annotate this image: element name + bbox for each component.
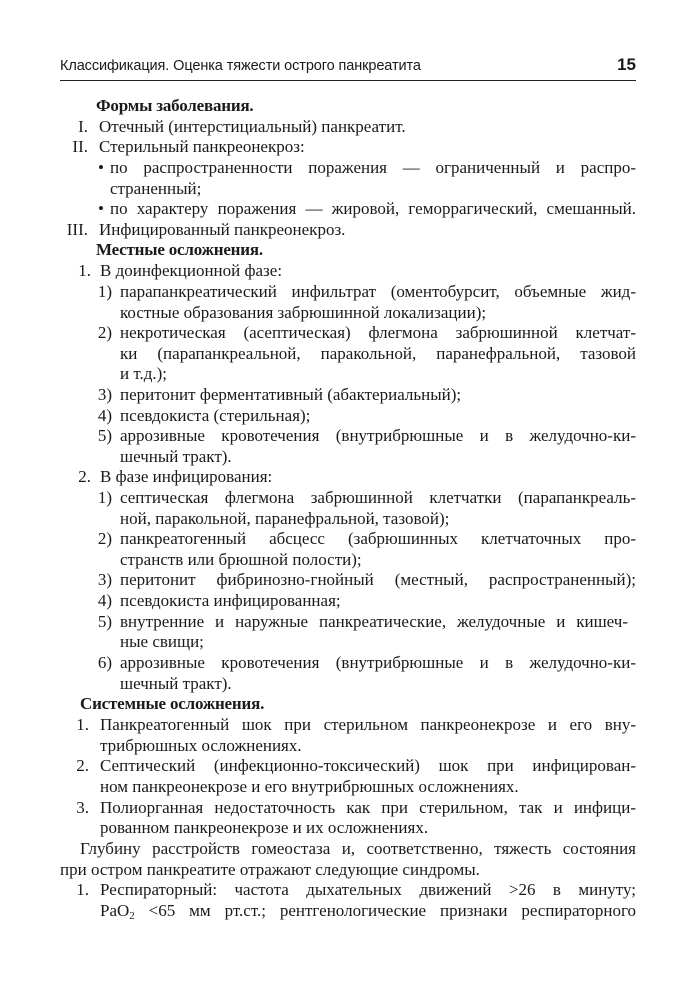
forms-item-number: I. bbox=[78, 117, 88, 136]
paragraph-line: при остром панкреатите отражают следующие синдромы. bbox=[60, 860, 480, 879]
list-item-number: 2) bbox=[97, 323, 112, 342]
list-item-line: странств или брюшной полости); bbox=[120, 550, 362, 569]
bullet-icon: • bbox=[98, 199, 104, 218]
bullet-line: по характеру поражения — жировой, геморрагический, смешанный. bbox=[110, 199, 636, 218]
list-item-line: шечный тракт). bbox=[120, 674, 232, 693]
paragraph-line: Глубину расстройств гомеостаза и, соответственно, тяжесть состояния bbox=[80, 839, 636, 858]
list-item-line: внутренние и наружные панкреатические, желудочные и кишеч- bbox=[120, 612, 628, 631]
pao2-subscript: 2 bbox=[129, 910, 135, 922]
systemic-item-number: 3. bbox=[76, 798, 89, 817]
systemic-item-number: 2. bbox=[76, 756, 89, 775]
systemic-item-line: Септический (инфекционно-токсический) шок при инфицирован- bbox=[100, 756, 636, 775]
forms-item-text: Стерильный панкреонекроз: bbox=[99, 137, 305, 156]
list-item-line: панкреатогенный абсцесс (забрюшинных клетчаточных про- bbox=[120, 529, 636, 548]
list-item-line: аррозивные кровотечения (внутрибрюшные и в желудочно-ки- bbox=[120, 653, 636, 672]
forms-item-number: II. bbox=[72, 137, 88, 156]
bullet-line: страненный; bbox=[110, 179, 202, 198]
list-item-number: 3) bbox=[97, 385, 112, 404]
systemic-item-line: ном панкреонекрозе и его внутрибрюшных осложнениях. bbox=[100, 777, 519, 796]
list-item-line: псевдокиста (стерильная); bbox=[120, 406, 311, 425]
phase-number: 1. bbox=[78, 261, 91, 280]
phase-number: 2. bbox=[78, 467, 91, 486]
bullet-line: по распространенности поражения — ограниченный и распро- bbox=[110, 158, 636, 177]
list-item-number: 1) bbox=[97, 282, 112, 301]
list-item-line: шечный тракт). bbox=[120, 447, 232, 466]
phase-label: В доинфекционной фазе: bbox=[100, 261, 283, 280]
forms-item-text: Отечный (интерстициальный) панкреатит. bbox=[99, 117, 406, 136]
list-item-line: перитонит фибринозно-гнойный (местный, распространенный); bbox=[120, 570, 636, 589]
list-item-number: 4) bbox=[97, 406, 112, 425]
list-item-number: 5) bbox=[97, 612, 112, 631]
syndrome-line: Респираторный: частота дыхательных движений >26 в минуту; bbox=[100, 880, 636, 899]
syndrome-line bbox=[100, 901, 636, 921]
list-item-line: псевдокиста инфицированная; bbox=[120, 591, 341, 610]
running-header bbox=[60, 54, 636, 81]
list-item-line: костные образования забрюшинной локализации); bbox=[120, 303, 487, 322]
list-item-line: септическая флегмона забрюшинной клетчатки (парапанкреаль- bbox=[120, 488, 636, 507]
list-item-number: 6) bbox=[97, 653, 112, 672]
list-item-number: 1) bbox=[97, 488, 112, 507]
bullet-icon: • bbox=[98, 158, 104, 177]
page-number: 15 bbox=[617, 55, 636, 74]
systemic-item-line: рованном панкреонекрозе и их осложнениях. bbox=[100, 818, 429, 837]
list-item-line: перитонит ферментативный (абактериальный); bbox=[120, 385, 462, 404]
list-item-line: некротическая (асептическая) флегмона забрюшинной клетчат- bbox=[120, 323, 636, 342]
forms-item-number: III. bbox=[66, 220, 88, 239]
list-item-number: 5) bbox=[97, 426, 112, 445]
forms-heading: Формы заболевания. bbox=[96, 96, 254, 115]
systemic-item-line: Полиорганная недостаточность как при стерильном, так и инфици- bbox=[100, 798, 636, 817]
list-item-line: ной, паракольной, паранефральной, тазовой); bbox=[120, 509, 450, 528]
list-item-number: 2) bbox=[97, 529, 112, 548]
header-title: Классификация. Оценка тяжести острого панкреатита bbox=[60, 58, 421, 74]
list-item-line: аррозивные кровотечения (внутрибрюшные и в желудочно-ки- bbox=[120, 426, 636, 445]
systemic-heading: Системные осложнения. bbox=[80, 694, 265, 713]
list-item-line: парапанкреатический инфильтрат (оментобурсит, объемные жид- bbox=[120, 282, 636, 301]
list-item-number: 4) bbox=[97, 591, 112, 610]
forms-item-text: Инфицированный панкреонекроз. bbox=[99, 220, 346, 239]
systemic-item-line: трибрюшных осложнениях. bbox=[100, 736, 302, 755]
list-item-line: ные свищи; bbox=[120, 632, 204, 651]
list-item-number: 3) bbox=[97, 570, 112, 589]
pao2-label: PaO bbox=[100, 901, 130, 920]
syndrome-number: 1. bbox=[76, 880, 89, 899]
list-item-line: и т.д.); bbox=[120, 364, 168, 383]
phase-label: В фазе инфицирования: bbox=[100, 467, 273, 486]
local-heading: Местные осложнения. bbox=[96, 240, 263, 259]
syndrome-line-rest: <65 мм рт.ст.; рентгенологические признаки респираторного bbox=[134, 901, 636, 920]
systemic-item-line: Панкреатогенный шок при стерильном панкреонекрозе и его вну- bbox=[100, 715, 636, 734]
systemic-item-number: 1. bbox=[76, 715, 89, 734]
list-item-line: ки (парапанкреальной, паракольной, паранефральной, тазовой bbox=[120, 344, 636, 363]
